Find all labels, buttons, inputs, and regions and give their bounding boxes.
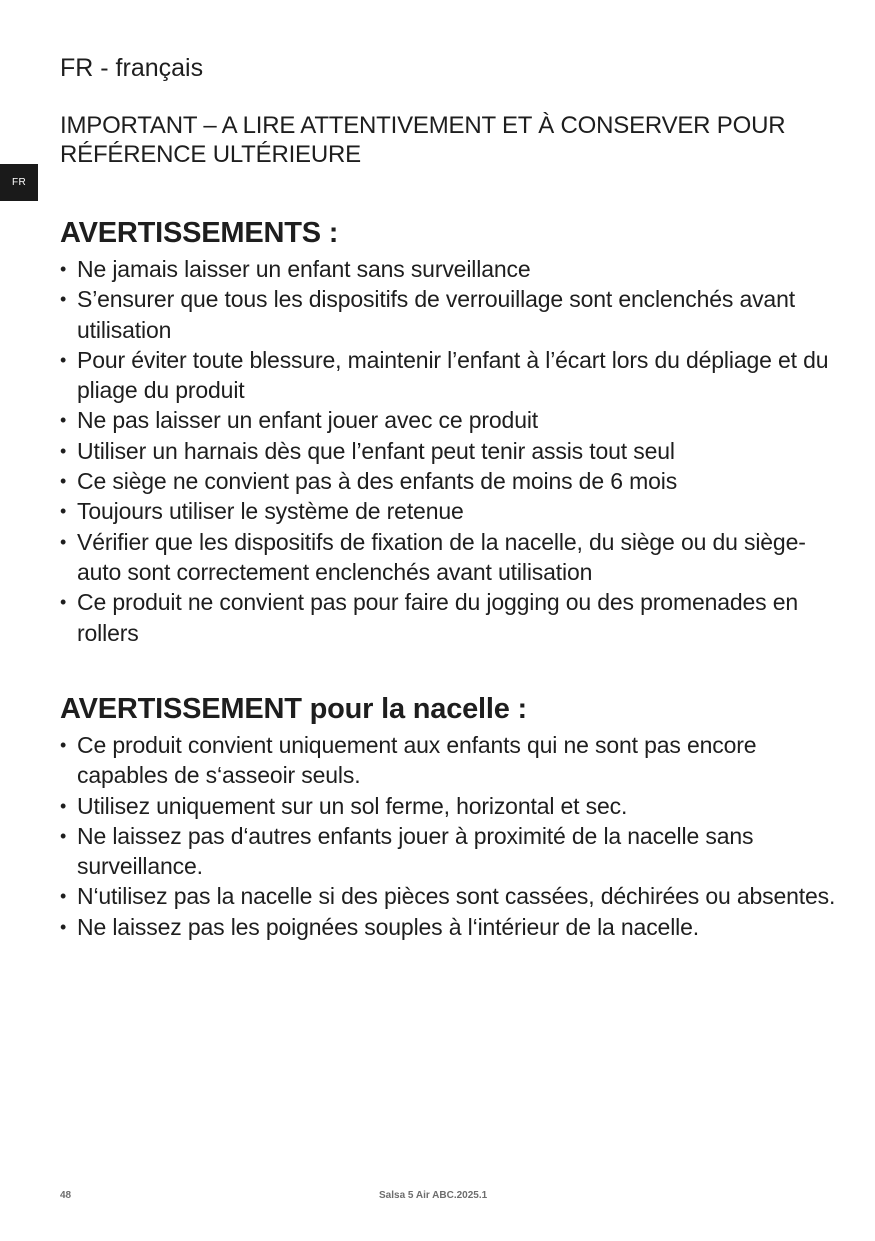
language-title: FR - français	[60, 54, 204, 82]
document-id: Salsa 5 Air ABC.2025.1	[379, 1190, 488, 1201]
list-item-text: Ce produit convient uniquement aux enfants qui ne sont pas encore capables de s‘asseoir seuls.	[77, 732, 757, 789]
list-item	[60, 821, 840, 882]
bullet-icon: •	[60, 735, 67, 755]
bullet-icon: •	[60, 825, 67, 846]
bullet-icon: •	[60, 531, 67, 552]
bullet-icon: •	[60, 916, 67, 937]
list-item-text: Toujours utiliser le système de retenue	[77, 498, 464, 525]
bullet-icon: •	[60, 471, 67, 492]
list-item-text: Utiliser un harnais dès que l’enfant peut tenir assis tout seul	[77, 437, 675, 464]
list-item	[60, 527, 840, 588]
list-item-text: Ne jamais laisser un enfant sans surveillance	[77, 256, 531, 282]
list-item-text: S’ensurer que tous les dispositifs de verrouillage sont enclenchés avant utilisation	[77, 286, 795, 343]
bullet-icon: •	[60, 410, 67, 431]
list-item	[60, 791, 840, 821]
list-item-text: Vérifier que les dispositifs de fixation de la nacelle, du siège ou du siège-auto sont correctement enclenchés avant utilisation	[77, 528, 806, 585]
language-tab: FR	[0, 164, 38, 201]
bullet-icon: •	[60, 259, 67, 279]
list-item-text: Ne laissez pas d‘autres enfants jouer à proximité de la nacelle sans surveillance.	[77, 822, 754, 880]
bullet-icon: •	[60, 440, 67, 461]
list-item-text: Utilisez uniquement sur un sol ferme, horizontal et sec.	[77, 792, 628, 819]
warnings-section	[60, 215, 840, 648]
bullet-icon: •	[60, 592, 67, 613]
bassinet-warnings-heading: AVERTISSEMENT pour la nacelle :	[60, 693, 528, 725]
list-item	[60, 730, 840, 791]
list-item-text: Ce produit ne convient pas pour faire du jogging ou des promenades en rollers	[77, 589, 799, 646]
list-item	[60, 587, 840, 648]
list-item	[60, 881, 840, 911]
bassinet-warnings-section	[60, 691, 840, 942]
list-item-text: N‘utilisez pas la nacelle si des pièces sont cassées, déchirées ou absentes.	[77, 883, 836, 910]
bullet-icon: •	[60, 886, 67, 907]
warnings-list	[60, 254, 840, 648]
bullet-icon: •	[60, 349, 67, 370]
bullet-icon: •	[60, 795, 67, 816]
list-item	[60, 436, 840, 466]
list-item-text: Ce siège ne convient pas à des enfants de moins de 6 mois	[77, 468, 678, 495]
list-item-text: Ne laissez pas les poignées souples à l‘intérieur de la nacelle.	[77, 913, 699, 940]
warnings-heading: AVERTISSEMENTS :	[60, 217, 339, 249]
list-item-text: Pour éviter toute blessure, maintenir l’enfant à l’écart lors du dépliage et du pliage du produit	[77, 346, 829, 404]
bassinet-warnings-list	[60, 730, 840, 942]
bullet-icon: •	[60, 501, 67, 522]
list-item	[60, 912, 840, 942]
list-item	[60, 405, 840, 435]
list-item-text: Ne pas laisser un enfant jouer avec ce produit	[77, 407, 539, 434]
bullet-icon: •	[60, 289, 67, 310]
list-item	[60, 254, 840, 284]
list-item	[60, 345, 840, 406]
list-item	[60, 284, 840, 345]
list-item	[60, 496, 840, 526]
important-notice: IMPORTANT – A LIRE ATTENTIVEMENT ET À CONSERVER POUR RÉFÉRENCE ULTÉRIEURE	[60, 112, 786, 168]
list-item	[60, 466, 840, 496]
page-number: 48	[60, 1190, 72, 1201]
